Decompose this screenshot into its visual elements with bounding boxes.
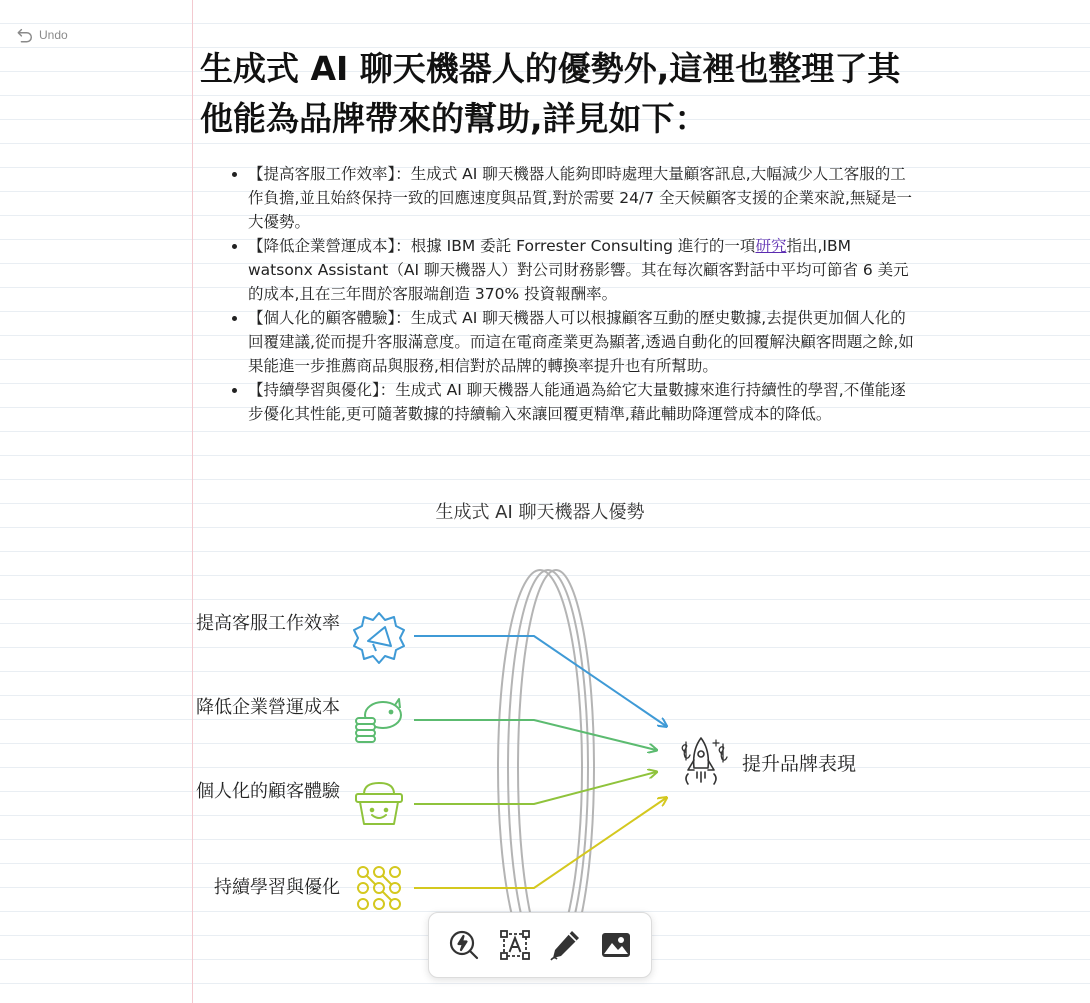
node-label-experience: 個人化的顧客體驗 [196, 781, 340, 802]
list-item-text: 【持續學習與優化】：生成式 AI 聊天機器人能通過為給它大量數據來進行持續性的學習,不僅能逐步優化其性能,更可隨著數據的持續輸入來讓回覆更精準,藉此輔助降運營成本的降低。 [248, 381, 906, 423]
goal-label: 提升品牌表現 [742, 753, 857, 775]
neural-dots-icon [358, 867, 400, 909]
text-box-button[interactable] [495, 925, 535, 965]
list-item-text: 【提高客服工作效率】：生成式 AI 聊天機器人能夠即時處理大量顧客訊息,大幅減少人工客服的工作負擔,並且始終保持一致的回應速度與品質,對於需要 24/7 全天候顧客支援的企業來說,無疑是一大優勢。 [248, 165, 912, 231]
list-item [248, 378, 920, 426]
pen-button[interactable] [545, 925, 585, 965]
notebook-margin-line [192, 0, 193, 1003]
connector-experience [414, 772, 656, 804]
list-item-text: 指出,IBM watsonx Assistant（AI 聊天機器人）對公司財務影響。其在每次顧客對話中平均可節省 6 美元的成本,且在三年間於客服端創造 370% 投資報酬率。 [248, 237, 909, 303]
node-label-learning: 持續學習與優化 [214, 877, 340, 898]
research-link[interactable]: 研究 [755, 237, 787, 255]
connector-efficiency [414, 636, 666, 726]
node-label-efficiency: 提高客服工作效率 [196, 613, 340, 634]
basket-smile-icon [356, 783, 402, 824]
list-item-text: 【個人化的顧客體驗】：生成式 AI 聊天機器人可以根據顧客互動的歷史數據,去提供更加個人化的回覆建議,從而提升客服滿意度。而這在電商產業更為顯著,透過自動化的回覆解決顧客問題之餘,如果能進一步推薦商品與服務,相信對於品牌的轉換率提升也有所幫助。 [248, 309, 914, 375]
list-item [248, 306, 920, 378]
ai-generate-button[interactable] [444, 925, 484, 965]
page-heading: 生成式 AI 聊天機器人的優勢外,這裡也整理了其他能為品牌帶來的幫助,詳見如下： [200, 49, 901, 138]
corner-watermark [1004, 968, 1074, 988]
piggy-bank-coins-icon [356, 699, 401, 742]
undo-icon [16, 26, 34, 44]
node-label-cost: 降低企業營運成本 [196, 697, 340, 718]
text-frame-icon [498, 928, 532, 962]
undo-label: Undo [39, 28, 68, 42]
megaphone-gear-icon [354, 613, 404, 663]
pen-icon [548, 928, 582, 962]
rocket-dollar-icon [682, 738, 727, 784]
diagram-title: 生成式 AI 聊天機器人優勢 [435, 502, 645, 523]
bottom-toolbar [428, 912, 652, 978]
connector-learning [414, 798, 666, 888]
image-icon [599, 928, 633, 962]
list-item [248, 162, 920, 234]
connector-cost [414, 720, 656, 750]
list-item [248, 234, 920, 306]
list-item-text: 【降低企業營運成本】：根據 IBM 委託 Forrester Consulting 進行的一項 [248, 237, 756, 255]
lens-shape [498, 570, 594, 966]
advantage-list [208, 162, 920, 426]
lightning-search-icon [447, 928, 481, 962]
image-button[interactable] [596, 925, 636, 965]
undo-button[interactable] [16, 26, 68, 44]
